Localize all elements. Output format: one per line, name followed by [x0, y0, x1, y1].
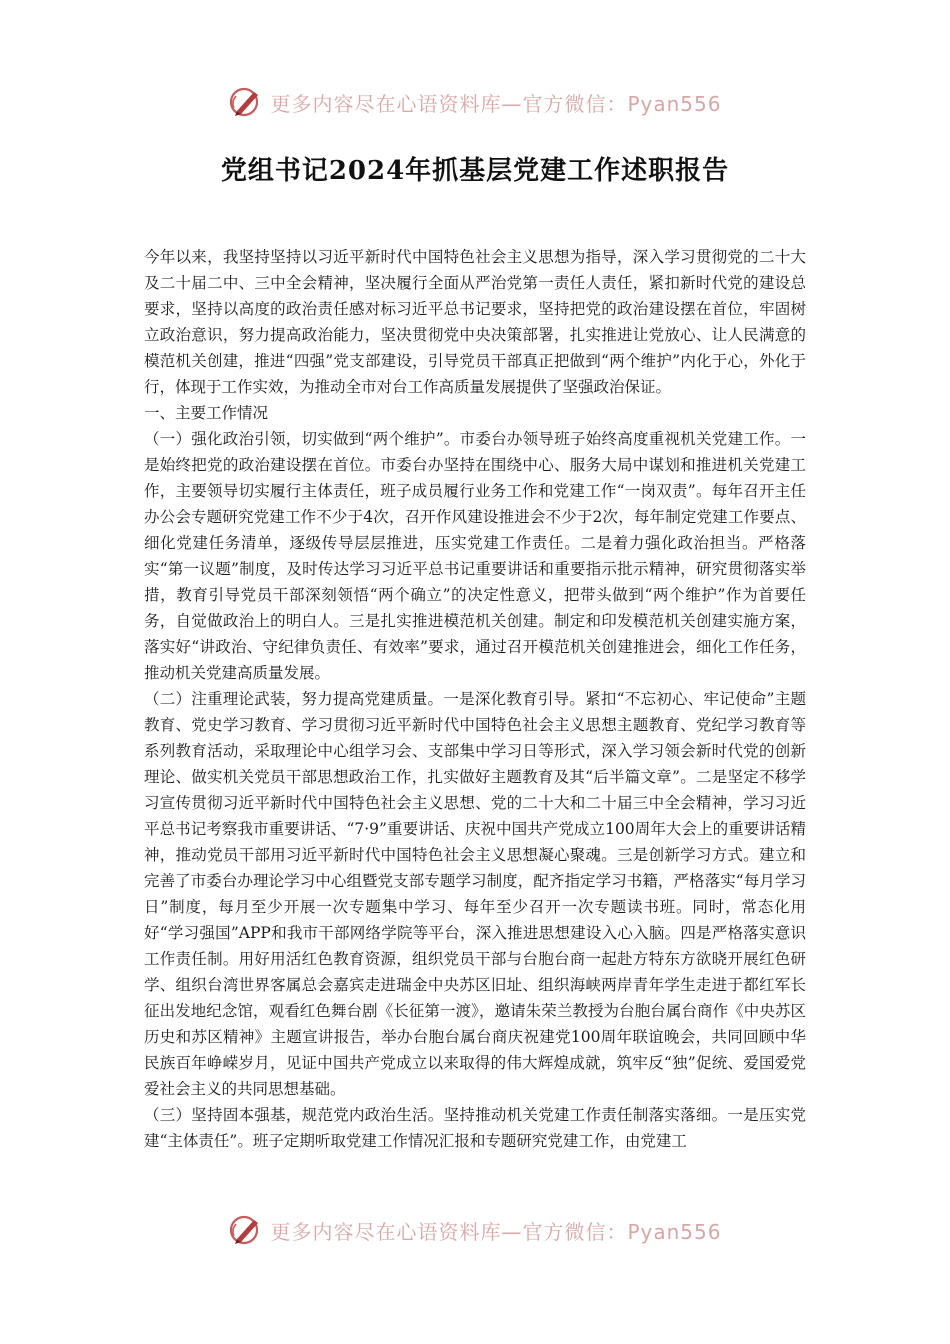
- intro-paragraph: 今年以来，我坚持坚持以习近平新时代中国特色社会主义思想为指导，深入学习贯彻党的二十大及二十届二中、三中全会精神，坚决履行全面从严治党第一责任人责任，紧扣新时代党的建设总要求，坚持以高度的政治责任感对标习近平总书记要求，坚持把党的政治建设摆在首位，牢固树立政治意识，努力提高政治能力，坚决贯彻党中央决策部署，扎实推进让党放心、让人民满意的模范机关创建，推进“四强”党支部建设，引导党员干部真正把做到“两个维护”内化于心，外化于行，体现于工作实效，为推动全市对台工作高质量发展提供了坚强政治保证。: [144, 248, 806, 396]
- pen-logo-icon: [228, 84, 264, 120]
- pen-logo-icon: [228, 1212, 264, 1248]
- top-watermark-banner: [0, 80, 950, 124]
- paragraph-political-leadership: （一）强化政治引领，切实做到“两个维护”。市委台办领导班子始终高度重视机关党建工作。一是始终把党的政治建设摆在首位。市委台办坚持在围绕中心、服务大局中谋划和推进机关党建工作，主要领导切实履行主体责任，班子成员履行业务工作和党建工作“一岗双责”。每年召开主任办公会专题研究党建工作不少于4次，召开作风建设推进会不少于2次，每年制定党建工作要点、细化党建任务清单，逐级传导层层推进，压实党建工作责任。二是着力强化政治担当。严格落实“第一议题”制度，及时传达学习习近平总书记重要讲话和重要指示批示精神，研究贯彻落实举措，教育引导党员干部深刻领悟“两个确立”的决定性意义，把带头做到“两个维护”作为首要任务，自觉做政治上的明白人。三是扎实推进模范机关创建。制定和印发模范机关创建实施方案，落实好“讲政治、守纪律负责任、有效率”要求，通过召开模范机关创建推进会，细化工作任务，推动机关党建高质量发展。: [144, 430, 806, 682]
- watermark-text: 更多内容尽在心语资料库—官方微信：Pyan556: [270, 1219, 722, 1244]
- document-body: [144, 244, 806, 1154]
- paragraph-party-life: （三）坚持固本强基，规范党内政治生活。坚持推动机关党建工作责任制落实落细。一是压实党建“主体责任”。班子定期听取党建工作情况汇报和专题研究党建工作，由党建工: [144, 1106, 806, 1150]
- watermark-text: 更多内容尽在心语资料库—官方微信：Pyan556: [270, 91, 722, 116]
- document-title: 党组书记2024年抓基层党建工作述职报告: [220, 156, 730, 186]
- section-heading: 一、主要工作情况: [144, 404, 269, 422]
- bottom-watermark-banner: [0, 1208, 950, 1252]
- paragraph-theoretical-study: （二）注重理论武装，努力提高党建质量。一是深化教育引导。紧扣“不忘初心、牢记使命”主题教育、党史学习教育、学习贯彻习近平新时代中国特色社会主义思想主题教育、党纪学习教育等系列教育活动，采取理论中心组学习会、支部集中学习日等形式，深入学习领会新时代党的创新理论、做实机关党员干部思想政治工作，扎实做好主题教育及其“后半篇文章”。二是坚定不移学习宣传贯彻习近平新时代中国特色社会主义思想、党的二十大和二十届三中全会精神，学习习近平总书记考察我市重要讲话、“7·9”重要讲话、庆祝中国共产党成立100周年大会上的重要讲话精神，推动党员干部用习近平新时代中国特色社会主义思想凝心聚魂。三是创新学习方式。建立和完善了市委台办理论学习中心组暨党支部专题学习制度，配齐指定学习书籍，严格落实“每月学习日”制度，每月至少开展一次专题集中学习、每年至少召开一次专题读书班。同时，常态化用好“学习强国”APP和我市干部网络学院等平台，深入推进思想建设入心入脑。四是严格落实意识工作责任制。用好用活红色教育资源，组织党员干部与台胞台商一起赴方特东方欲晓开展红色研学、组织台湾世界客属总会嘉宾走进瑞金中央苏区旧址、组织海峡两岸青年学生走进于都红军长征出发地纪念馆，观看红色舞台剧《长征第一渡》，邀请朱荣兰教授为台胞台属台商作《中央苏区历史和苏区精神》主题宣讲报告，举办台胞台属台商庆祝建党100周年联谊晚会，共同回顾中华民族百年峥嵘岁月，见证中国共产党成立以来取得的伟大辉煌成就，筑牢反“独”促统、爱国爱党爱社会主义的共同思想基础。: [144, 690, 806, 1098]
